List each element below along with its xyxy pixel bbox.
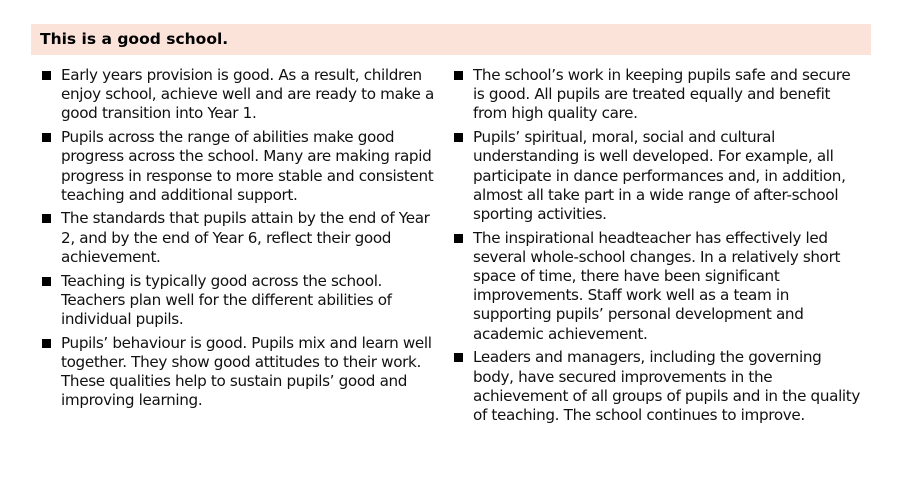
square-bullet-icon <box>454 234 463 243</box>
list-item <box>452 128 862 224</box>
page-title: This is a good school. <box>40 30 229 48</box>
list-item-text: Pupils across the range of abilities make good progress across the school. Many are making rapid progress in response to more stable and consistent teaching and additional support. <box>61 128 434 204</box>
header-banner <box>31 24 871 55</box>
square-bullet-icon <box>42 71 51 80</box>
list-item <box>40 334 442 411</box>
list-item <box>40 128 442 205</box>
list-item <box>452 348 862 425</box>
square-bullet-icon <box>42 133 51 142</box>
square-bullet-icon <box>42 339 51 348</box>
list-item-text: Pupils’ behaviour is good. Pupils mix and learn well together. They show good attitudes to their work. These qualities help to sustain pupils’ good and improving learning. <box>61 333 432 410</box>
list-item-text: The standards that pupils attain by the end of Year 2, and by the end of Year 6, reflect their good achievement. <box>61 209 430 266</box>
square-bullet-icon <box>454 133 463 142</box>
list-item-text: Early years provision is good. As a result, children enjoy school, achieve well and are ready to make a good transition into Year 1. <box>61 66 434 123</box>
list-item <box>40 209 442 267</box>
square-bullet-icon <box>454 353 463 362</box>
square-bullet-icon <box>42 277 51 286</box>
square-bullet-icon <box>42 214 51 223</box>
list-item-text: Pupils’ spiritual, moral, social and cultural understanding is well developed. For example, all participate in dance performances and, in addition, almost all take part in a wide range of after-school sporting activities. <box>473 128 846 223</box>
list-item <box>40 66 442 124</box>
square-bullet-icon <box>454 71 463 80</box>
list-item <box>452 66 862 124</box>
list-item <box>452 229 862 344</box>
list-item-text: The inspirational headteacher has effectively led several whole-school changes. In a relatively short space of time, there have been significant improvements. Staff work well as a team in supporting pupils’ personal development and academic achievement. <box>473 228 841 343</box>
list-item-text: Teaching is typically good across the school. Teachers plan well for the different abilities of individual pupils. <box>61 271 392 328</box>
list-item-text: The school’s work in keeping pupils safe and secure is good. All pupils are treated equally and benefit from high quality care. <box>473 66 851 123</box>
list-item <box>40 272 442 330</box>
right-bullet-list <box>452 66 862 430</box>
left-bullet-list <box>40 66 442 415</box>
list-item-text: Leaders and managers, including the governing body, have secured improvements in the achievement of all groups of pupils and in the quality of teaching. The school continues to improve. <box>473 348 861 424</box>
